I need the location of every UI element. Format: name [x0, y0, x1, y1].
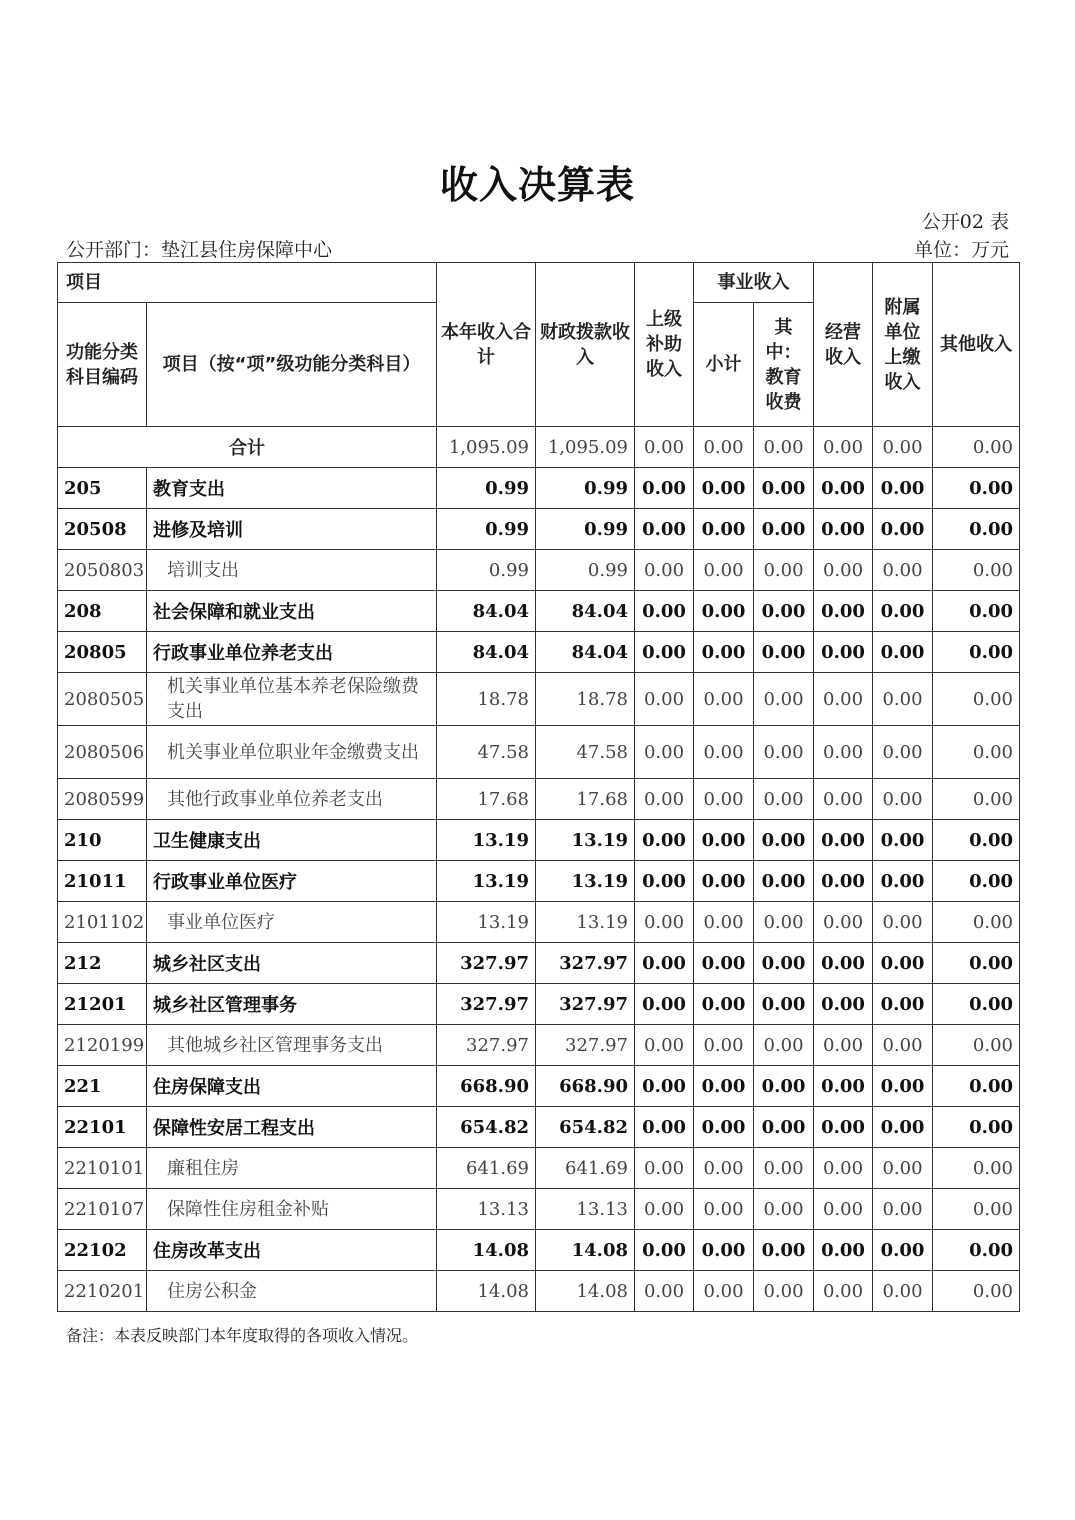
row-code: 21011	[58, 861, 147, 902]
row-value: 0.00	[635, 820, 694, 861]
row-code: 2080506	[58, 726, 147, 779]
row-value: 0.00	[933, 1025, 1020, 1066]
row-value: 0.00	[694, 1271, 754, 1312]
row-name: 住房改革支出	[147, 1230, 437, 1271]
row-value: 0.00	[933, 550, 1020, 591]
row-value: 0.00	[754, 984, 814, 1025]
row-value: 0.00	[635, 1189, 694, 1230]
row-value: 0.00	[754, 468, 814, 509]
row-name: 住房公积金	[147, 1271, 437, 1312]
row-value: 0.00	[635, 468, 694, 509]
row-value: 0.00	[754, 1066, 814, 1107]
table-row	[58, 509, 1020, 550]
table-row	[58, 902, 1020, 943]
row-value: 0.00	[873, 984, 933, 1025]
row-value: 0.00	[694, 550, 754, 591]
row-value: 0.00	[694, 509, 754, 550]
row-value: 0.00	[814, 673, 873, 726]
row-value: 0.00	[635, 1066, 694, 1107]
row-value: 0.99	[437, 550, 536, 591]
row-value: 0.00	[814, 779, 873, 820]
row-name: 其他行政事业单位养老支出	[147, 779, 437, 820]
row-value: 0.00	[814, 820, 873, 861]
row-name: 住房保障支出	[147, 1066, 437, 1107]
row-value: 0.00	[635, 632, 694, 673]
row-value: 0.00	[873, 861, 933, 902]
row-value: 84.04	[437, 632, 536, 673]
department-label: 公开部门：垫江县住房保障中心	[66, 239, 333, 261]
row-value: 0.00	[873, 779, 933, 820]
row-value: 0.00	[814, 1271, 873, 1312]
table-row	[58, 550, 1020, 591]
row-value: 0.00	[933, 591, 1020, 632]
table-row	[58, 943, 1020, 984]
row-value: 0.00	[814, 1107, 873, 1148]
row-value: 0.99	[536, 550, 635, 591]
row-value: 0.00	[635, 1148, 694, 1189]
row-value: 13.19	[536, 861, 635, 902]
row-value: 0.00	[814, 632, 873, 673]
header-total-income: 本年收入合计	[437, 263, 536, 427]
table-row	[58, 468, 1020, 509]
row-value: 0.00	[873, 632, 933, 673]
footnote: 备注：本表反映部门本年度取得的各项收入情况。	[66, 1326, 419, 1345]
row-name: 卫生健康支出	[147, 820, 437, 861]
row-value: 0.00	[694, 1107, 754, 1148]
row-value: 0.00	[754, 943, 814, 984]
row-value: 13.13	[437, 1189, 536, 1230]
header-code: 功能分类科目编码	[58, 303, 147, 427]
row-value: 0.00	[814, 1230, 873, 1271]
row-code: 2080599	[58, 779, 147, 820]
row-value: 0.00	[635, 1230, 694, 1271]
row-value: 0.00	[754, 902, 814, 943]
row-value: 0.00	[814, 984, 873, 1025]
row-value: 14.08	[536, 1271, 635, 1312]
row-value: 0.00	[814, 943, 873, 984]
row-value: 0.00	[873, 902, 933, 943]
row-value: 18.78	[536, 673, 635, 726]
row-value: 0.00	[933, 820, 1020, 861]
row-value: 0.00	[635, 861, 694, 902]
row-value: 0.00	[814, 591, 873, 632]
row-value: 654.82	[536, 1107, 635, 1148]
row-value: 47.58	[536, 726, 635, 779]
row-value: 0.00	[754, 591, 814, 632]
table-row	[58, 984, 1020, 1025]
row-value: 0.99	[437, 509, 536, 550]
row-value: 0.00	[694, 1025, 754, 1066]
row-code: 221	[58, 1066, 147, 1107]
row-value: 0.00	[754, 861, 814, 902]
row-value: 0.00	[873, 509, 933, 550]
row-value: 0.00	[933, 1148, 1020, 1189]
row-value: 0.00	[635, 779, 694, 820]
row-value: 0.00	[814, 1066, 873, 1107]
row-value: 0.00	[635, 550, 694, 591]
row-value: 0.00	[754, 550, 814, 591]
row-value: 0.00	[635, 673, 694, 726]
row-value: 0.00	[635, 984, 694, 1025]
row-value: 13.19	[437, 861, 536, 902]
row-code: 2210101	[58, 1148, 147, 1189]
row-code: 21201	[58, 984, 147, 1025]
row-value: 668.90	[437, 1066, 536, 1107]
row-value: 18.78	[437, 673, 536, 726]
header-business: 事业收入	[694, 263, 814, 303]
row-name: 城乡社区管理事务	[147, 984, 437, 1025]
row-value: 0.00	[814, 550, 873, 591]
row-value: 0.00	[873, 1148, 933, 1189]
total-row	[58, 427, 1020, 468]
row-value: 13.19	[536, 820, 635, 861]
row-value: 0.00	[873, 1189, 933, 1230]
row-value: 0.00	[814, 1189, 873, 1230]
row-value: 0.00	[694, 943, 754, 984]
row-value: 0.00	[873, 591, 933, 632]
row-name: 事业单位医疗	[147, 902, 437, 943]
total-value: 0.00	[933, 427, 1020, 468]
row-value: 0.00	[814, 726, 873, 779]
row-value: 327.97	[536, 984, 635, 1025]
row-value: 0.00	[873, 1025, 933, 1066]
row-name: 行政事业单位医疗	[147, 861, 437, 902]
row-name: 培训支出	[147, 550, 437, 591]
row-value: 0.00	[933, 468, 1020, 509]
row-value: 84.04	[437, 591, 536, 632]
table-row	[58, 1189, 1020, 1230]
row-value: 47.58	[437, 726, 536, 779]
header-other: 其他收入	[933, 263, 1020, 427]
row-value: 0.00	[694, 1189, 754, 1230]
row-value: 0.00	[873, 1230, 933, 1271]
row-value: 17.68	[437, 779, 536, 820]
row-value: 327.97	[536, 943, 635, 984]
row-value: 0.00	[933, 726, 1020, 779]
row-name: 保障性安居工程支出	[147, 1107, 437, 1148]
row-value: 0.00	[754, 1189, 814, 1230]
row-value: 668.90	[536, 1066, 635, 1107]
row-value: 14.08	[437, 1230, 536, 1271]
row-value: 0.00	[635, 509, 694, 550]
row-code: 2210201	[58, 1271, 147, 1312]
row-value: 14.08	[536, 1230, 635, 1271]
row-code: 2101102	[58, 902, 147, 943]
table-row	[58, 591, 1020, 632]
row-value: 0.00	[873, 1107, 933, 1148]
form-number: 公开02 表	[921, 211, 1009, 233]
total-value: 0.00	[873, 427, 933, 468]
row-value: 0.00	[694, 779, 754, 820]
row-value: 0.00	[694, 591, 754, 632]
row-value: 0.00	[754, 1148, 814, 1189]
row-value: 0.00	[933, 1271, 1020, 1312]
table-row	[58, 820, 1020, 861]
row-value: 0.00	[635, 1107, 694, 1148]
row-value: 327.97	[536, 1025, 635, 1066]
row-value: 0.00	[933, 861, 1020, 902]
row-name: 教育支出	[147, 468, 437, 509]
row-value: 17.68	[536, 779, 635, 820]
header-affiliated: 附属单位上缴收入	[873, 263, 933, 427]
row-value: 0.00	[814, 1025, 873, 1066]
row-name: 城乡社区支出	[147, 943, 437, 984]
row-code: 22101	[58, 1107, 147, 1148]
row-value: 0.00	[933, 1230, 1020, 1271]
page-title: 收入决算表	[439, 163, 635, 207]
row-value: 0.00	[694, 1230, 754, 1271]
row-value: 0.00	[754, 779, 814, 820]
row-value: 0.00	[873, 1066, 933, 1107]
row-code: 2210107	[58, 1189, 147, 1230]
row-code: 208	[58, 591, 147, 632]
table-row	[58, 673, 1020, 726]
table-row	[58, 1230, 1020, 1271]
row-value: 327.97	[437, 984, 536, 1025]
row-value: 327.97	[437, 943, 536, 984]
row-name: 其他城乡社区管理事务支出	[147, 1025, 437, 1066]
row-value: 0.00	[933, 984, 1020, 1025]
header-operating: 经营收入	[814, 263, 873, 427]
total-value: 0.00	[814, 427, 873, 468]
row-value: 0.00	[635, 943, 694, 984]
row-value: 0.00	[814, 468, 873, 509]
row-value: 0.00	[933, 673, 1020, 726]
row-name: 进修及培训	[147, 509, 437, 550]
row-value: 0.99	[536, 468, 635, 509]
header-fiscal: 财政拨款收入	[536, 263, 635, 427]
row-value: 0.00	[754, 1107, 814, 1148]
row-value: 13.19	[536, 902, 635, 943]
row-value: 0.00	[873, 943, 933, 984]
row-code: 210	[58, 820, 147, 861]
row-code: 2050803	[58, 550, 147, 591]
row-value: 0.00	[754, 632, 814, 673]
unit-label: 单位：万元	[913, 239, 1009, 261]
row-value: 13.19	[437, 902, 536, 943]
row-value: 84.04	[536, 632, 635, 673]
row-value: 0.00	[635, 1025, 694, 1066]
row-value: 0.00	[814, 509, 873, 550]
table-row	[58, 632, 1020, 673]
row-code: 212	[58, 943, 147, 984]
header-education: 其中：教育收费	[754, 303, 814, 427]
row-value: 0.00	[694, 468, 754, 509]
table-row	[58, 1066, 1020, 1107]
row-value: 0.00	[933, 779, 1020, 820]
row-name: 机关事业单位职业年金缴费支出	[147, 726, 437, 779]
row-value: 641.69	[536, 1148, 635, 1189]
row-value: 0.00	[933, 943, 1020, 984]
row-value: 13.19	[437, 820, 536, 861]
row-code: 22102	[58, 1230, 147, 1271]
row-value: 84.04	[536, 591, 635, 632]
row-value: 0.00	[814, 902, 873, 943]
row-value: 327.97	[437, 1025, 536, 1066]
row-code: 2080505	[58, 673, 147, 726]
row-value: 0.00	[933, 509, 1020, 550]
row-value: 0.00	[873, 673, 933, 726]
row-value: 0.00	[694, 1066, 754, 1107]
table-row	[58, 861, 1020, 902]
row-name: 社会保障和就业支出	[147, 591, 437, 632]
row-value: 13.13	[536, 1189, 635, 1230]
row-value: 0.00	[694, 1148, 754, 1189]
table-row	[58, 779, 1020, 820]
row-value: 0.00	[814, 861, 873, 902]
row-name: 廉租住房	[147, 1148, 437, 1189]
row-value: 654.82	[437, 1107, 536, 1148]
header-superior: 上级补助收入	[635, 263, 694, 427]
row-value: 0.00	[694, 726, 754, 779]
row-value: 0.00	[694, 861, 754, 902]
row-value: 0.00	[754, 1230, 814, 1271]
row-value: 0.00	[754, 673, 814, 726]
total-value: 0.00	[754, 427, 814, 468]
row-value: 0.00	[635, 591, 694, 632]
row-code: 20508	[58, 509, 147, 550]
row-value: 0.00	[754, 726, 814, 779]
row-code: 205	[58, 468, 147, 509]
table-row	[58, 1148, 1020, 1189]
row-value: 0.00	[933, 1066, 1020, 1107]
row-value: 0.00	[754, 1025, 814, 1066]
total-value: 1,095.09	[536, 427, 635, 468]
header-subtotal: 小计	[694, 303, 754, 427]
total-label: 合计	[58, 427, 437, 468]
row-value: 0.00	[873, 1271, 933, 1312]
row-value: 0.99	[536, 509, 635, 550]
table-row	[58, 726, 1020, 779]
row-value: 0.00	[635, 1271, 694, 1312]
row-name: 机关事业单位基本养老保险缴费支出	[147, 673, 437, 726]
row-value: 0.00	[635, 726, 694, 779]
row-value: 0.00	[694, 673, 754, 726]
row-value: 0.00	[873, 726, 933, 779]
table-row	[58, 1107, 1020, 1148]
row-value: 0.00	[635, 902, 694, 943]
row-value: 0.00	[694, 902, 754, 943]
row-value: 0.00	[814, 1148, 873, 1189]
row-value: 0.00	[694, 632, 754, 673]
row-value: 0.00	[933, 902, 1020, 943]
row-value: 0.00	[873, 820, 933, 861]
row-value: 0.00	[873, 468, 933, 509]
row-value: 0.00	[754, 1271, 814, 1312]
row-name: 行政事业单位养老支出	[147, 632, 437, 673]
row-code: 2120199	[58, 1025, 147, 1066]
total-value: 1,095.09	[437, 427, 536, 468]
row-value: 0.00	[933, 632, 1020, 673]
row-value: 0.00	[754, 820, 814, 861]
header-item: 项目（按“项”级功能分类科目）	[147, 303, 437, 427]
row-value: 0.00	[754, 509, 814, 550]
row-code: 20805	[58, 632, 147, 673]
total-value: 0.00	[694, 427, 754, 468]
row-value: 0.00	[933, 1107, 1020, 1148]
table-row	[58, 1025, 1020, 1066]
row-value: 0.00	[694, 820, 754, 861]
row-value: 14.08	[437, 1271, 536, 1312]
row-value: 0.00	[933, 1189, 1020, 1230]
row-value: 0.00	[694, 984, 754, 1025]
income-table	[57, 262, 1020, 1312]
total-value: 0.00	[635, 427, 694, 468]
header-project: 项目	[58, 263, 437, 303]
row-value: 0.99	[437, 468, 536, 509]
row-name: 保障性住房租金补贴	[147, 1189, 437, 1230]
table-row	[58, 1271, 1020, 1312]
row-value: 641.69	[437, 1148, 536, 1189]
row-value: 0.00	[873, 550, 933, 591]
